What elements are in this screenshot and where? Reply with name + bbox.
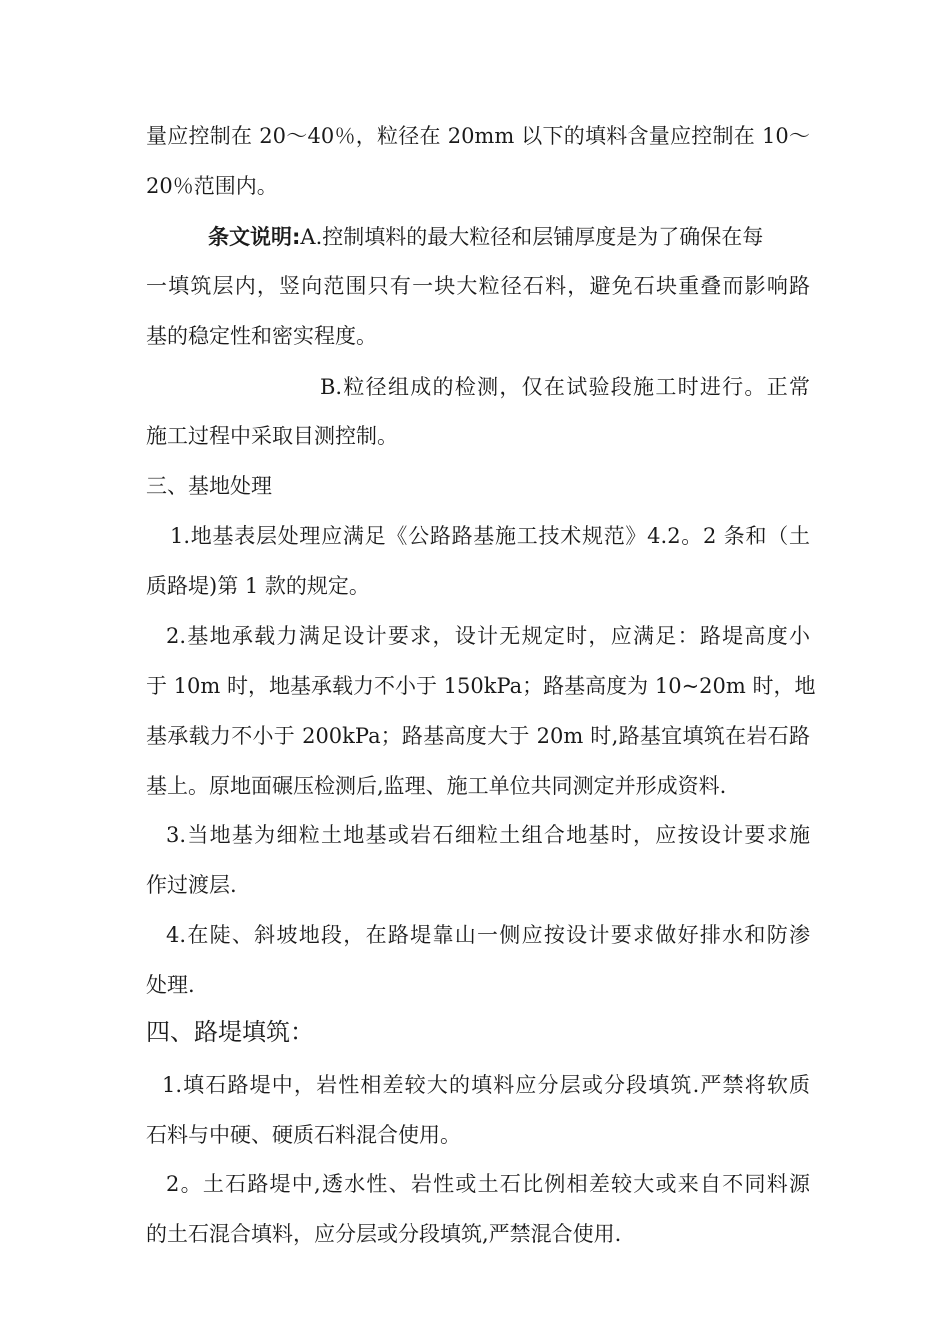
paragraph-line: 作过渡层. (146, 873, 237, 897)
clause-note (208, 222, 810, 252)
paragraph-line: 质路堤)第 1 款的规定。 (146, 574, 370, 598)
paragraph-line: 4.在陡、斜坡地段，在路堤靠山一侧应按设计要求做好排水和防渗 (166, 923, 810, 947)
paragraph-line: 1.填石路堤中，岩性相差较大的填料应分层或分段填筑.严禁将软质 (162, 1073, 810, 1097)
paragraph-line: 的土石混合填料，应分层或分段填筑,严禁混合使用. (146, 1222, 622, 1246)
paragraph-line: 20％范围内。 (146, 174, 278, 198)
paragraph-line: 基承载力不小于 200kPa；路基高度大于 20m 时,路基宜填筑在岩石路 (146, 724, 810, 748)
paragraph-line: 一填筑层内，竖向范围只有一块大粒径石料，避免石块重叠而影响路 (146, 274, 810, 298)
paragraph-line: 量应控制在 20～40％，粒径在 20mm 以下的填料含量应控制在 10～ (146, 124, 810, 148)
paragraph-line: 2。土石路堤中,透水性、岩性或土石比例相差较大或来自不同料源 (166, 1172, 810, 1196)
paragraph-line: 3.当地基为细粒土地基或岩石细粒土组合地基时，应按设计要求施 (166, 823, 810, 847)
paragraph-line: A.控制填料的最大粒径和层铺厚度是为了确保在每 (300, 225, 764, 249)
paragraph-line: 基上。原地面碾压检测后,监理、施工单位共同测定并形成资料. (146, 774, 727, 798)
paragraph-line: 于 10m 时，地基承载力不小于 150kPa；路基高度为 10~20m 时，地 (146, 674, 816, 698)
paragraph-line: B.粒径组成的检测，仅在试验段施工时进行。正常 (320, 375, 810, 399)
paragraph-line: 处理. (146, 973, 195, 997)
section-heading: 四、路堤填筑： (146, 1018, 314, 1046)
clause-note-label: 条文说明: (208, 225, 301, 249)
paragraph-line: 1.地基表层处理应满足《公路路基施工技术规范》4.2。2 条和（土 (170, 524, 810, 548)
section-heading: 三、基地处理 (146, 474, 272, 498)
paragraph-line: 施工过程中采取目测控制。 (146, 424, 398, 448)
paragraph-line: 石料与中硬、硬质石料混合使用。 (146, 1123, 461, 1147)
paragraph-line: 基的稳定性和密实程度。 (146, 324, 377, 348)
paragraph-line: 2.基地承载力满足设计要求，设计无规定时，应满足：路堤高度小 (166, 624, 810, 648)
